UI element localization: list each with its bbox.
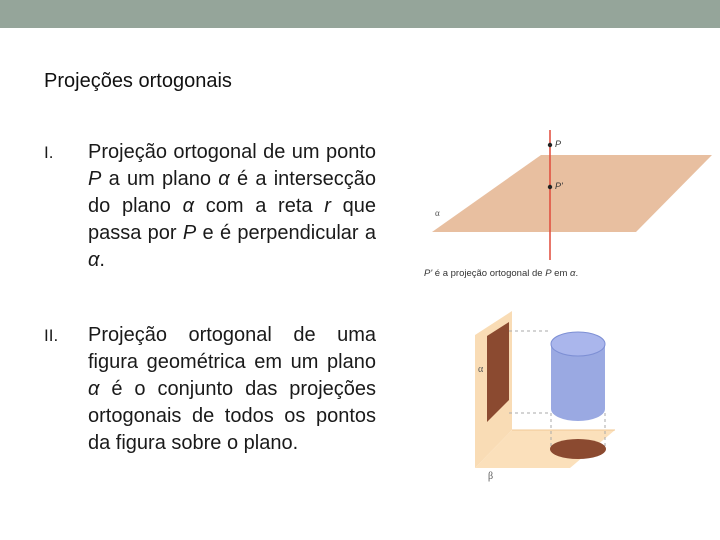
cylinder-projection-on-beta (550, 439, 606, 459)
item-text: Projeção ortogonal de um ponto P a um plano α é a intersecção do plano α com a reta r que passa por P e é perpendicular a α. (88, 141, 377, 271)
point-p-prime (548, 185, 552, 189)
plane-alpha (432, 155, 712, 232)
cylinder-top (551, 332, 605, 356)
label-p: P (555, 139, 562, 149)
label-alpha: α (435, 208, 440, 218)
item-number: II. (44, 326, 59, 345)
item-text: Projeção ortogonal de uma figura geométrica em um plano α é o conjunto das projeções ortogonais de todos os pontos da figura sobre o plano. (88, 324, 376, 454)
label-alpha-vertical: α (478, 364, 484, 375)
figure1-caption: P' é a projeção ortogonal de P em α. (424, 268, 579, 279)
figure-point-projection (424, 130, 712, 279)
point-p (548, 143, 552, 147)
label-beta: β (488, 471, 494, 482)
label-p-prime: P' (555, 181, 563, 191)
slide-title: Projeções ortogonais (44, 70, 232, 92)
item-number: I. (44, 143, 54, 162)
figure-cylinder-projection (475, 311, 615, 482)
